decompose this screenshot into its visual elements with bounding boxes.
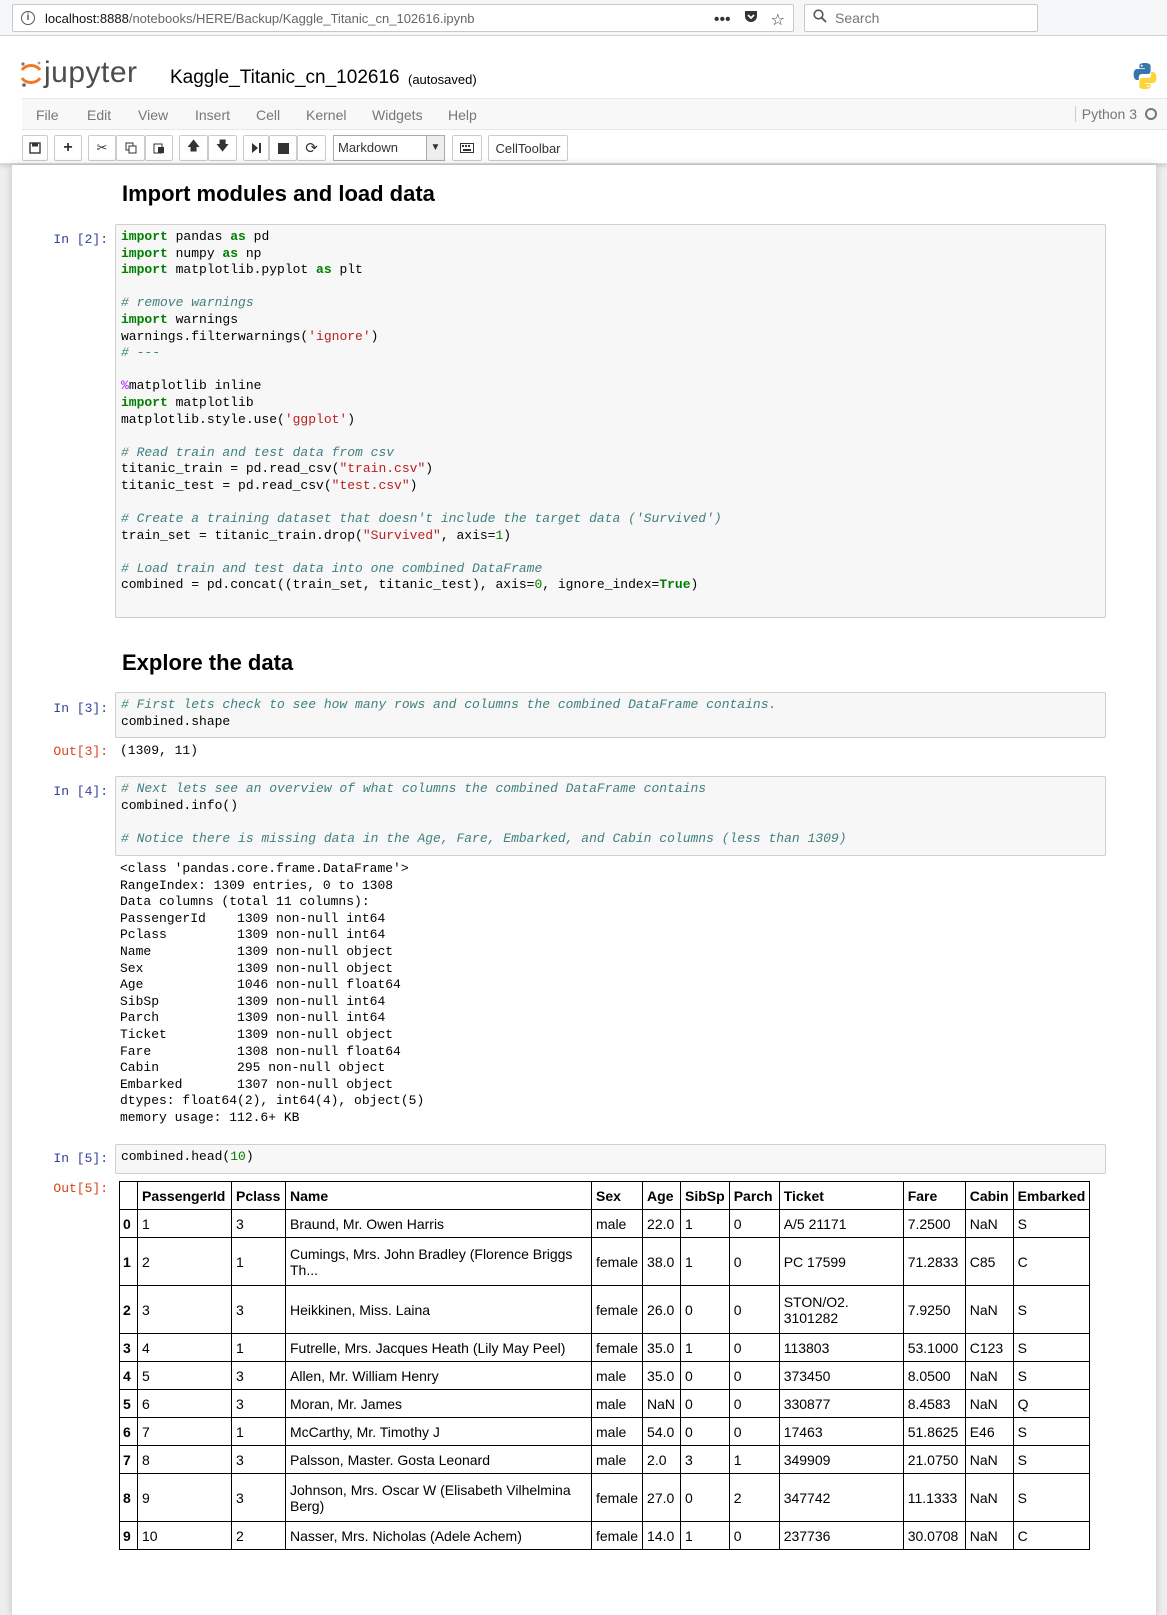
table-cell: 6 [138,1390,232,1418]
jupyter-logo-text: jupyter [44,56,138,89]
table-cell: 2 [232,1522,286,1550]
url-host: localhost:8888 [45,10,129,26]
row-index: 2 [120,1286,138,1334]
table-cell: NaN [965,1446,1013,1474]
table-cell: A/5 21171 [779,1210,903,1238]
table-cell: 373450 [779,1362,903,1390]
cell-type-select[interactable] [333,135,445,161]
column-header: Embarked [1013,1182,1090,1210]
table-row [120,1210,1090,1238]
index-header [120,1182,138,1210]
table-cell: male [592,1210,643,1238]
table-header-row [120,1182,1090,1210]
table-cell: 3 [232,1362,286,1390]
code-line: warnings.filterwarnings('ignore') [121,328,379,344]
code-line: combined.shape [121,713,231,729]
menu-help[interactable]: Help [448,107,477,123]
bookmark-star-icon[interactable]: ☆ [770,11,785,29]
row-index: 7 [120,1446,138,1474]
table-cell: S [1013,1286,1090,1334]
table-cell: female [592,1334,643,1362]
address-bar[interactable] [12,4,794,32]
column-header: SibSp [681,1182,730,1210]
pocket-icon[interactable] [743,9,759,30]
row-index: 1 [120,1238,138,1286]
table-cell: 1 [232,1238,286,1286]
jupyter-logo-icon [20,60,42,86]
table-cell: 0 [729,1418,779,1446]
row-index: 9 [120,1522,138,1550]
table-cell: Heikkinen, Miss. Laina [286,1286,592,1334]
table-cell: 30.0708 [903,1522,965,1550]
table-cell: Cumings, Mrs. John Bradley (Florence Briggs Th... [286,1238,592,1286]
code-comment: # Notice there is missing data in the Age, Fare, Embarked, and Cabin columns (less than 1309) [121,830,847,846]
table-cell: 71.2833 [903,1238,965,1286]
table-cell: 2 [729,1474,779,1522]
table-cell: 347742 [779,1474,903,1522]
column-header: Cabin [965,1182,1013,1210]
table-cell: 53.1000 [903,1334,965,1362]
row-index: 6 [120,1418,138,1446]
code-line: %matplotlib inline [121,378,262,394]
table-cell: 3 [232,1446,286,1474]
code-comment: # Next lets see an overview of what columns the combined DataFrame contains [121,781,707,796]
table-cell: NaN [965,1210,1013,1238]
table-cell: Palsson, Master. Gosta Leonard [286,1446,592,1474]
copy-icon [125,142,137,154]
table-cell: 8 [138,1446,232,1474]
table-cell: 1 [681,1522,730,1550]
info-icon[interactable]: i [21,11,35,25]
step-forward-icon [250,142,262,154]
scissors-icon: ✂ [96,140,108,155]
interrupt-kernel-button[interactable] [269,135,297,161]
table-cell: 1 [232,1334,286,1362]
browser-toolbar [0,0,1167,36]
row-index: 5 [120,1390,138,1418]
column-header: Parch [729,1182,779,1210]
menu-file[interactable]: File [36,107,59,123]
table-cell: female [592,1286,643,1334]
table-cell: 3 [232,1286,286,1334]
save-button[interactable] [22,135,48,161]
table-row [120,1238,1090,1286]
code-line: titanic_train = pd.read_csv("train.csv") [121,461,434,477]
table-cell: Braund, Mr. Owen Harris [286,1210,592,1238]
table-cell: NaN [965,1286,1013,1334]
output-prompt-5: Out[5]: [53,1181,108,1196]
table-cell: 27.0 [643,1474,681,1522]
table-cell: 8.4583 [903,1390,965,1418]
table-cell: 3 [681,1446,730,1474]
table-cell: C123 [965,1334,1013,1362]
python-logo-icon [1131,62,1159,90]
table-cell: male [592,1362,643,1390]
table-cell: 0 [681,1418,730,1446]
input-prompt-2: In [2]: [53,232,108,247]
code-line: import pandas as pd [121,229,270,244]
cell-type-value: Markdown [338,140,398,155]
table-cell: 17463 [779,1418,903,1446]
menu-kernel[interactable]: Kernel [306,107,347,123]
browser-search-input[interactable] [804,4,1038,32]
search-icon [813,9,827,27]
table-cell: 3 [138,1286,232,1334]
code-line: train_set = titanic_train.drop("Survived", axis=1) [121,527,512,543]
output-prompt-3: Out[3]: [53,744,108,759]
table-cell: NaN [965,1362,1013,1390]
column-header: Sex [592,1182,643,1210]
celltoolbar-button[interactable]: CellToolbar [488,135,568,161]
table-cell: 8.0500 [903,1362,965,1390]
code-comment: # First lets check to see how many rows and columns the combined DataFrame contains. [121,697,777,712]
kernel-indicator [1075,106,1157,122]
markdown-heading-explore[interactable]: Explore the data [122,650,294,675]
table-cell: Futrelle, Mrs. Jacques Heath (Lily May Peel) [286,1334,592,1362]
table-cell: 3 [232,1474,286,1522]
table-cell: S [1013,1418,1090,1446]
table-row [120,1474,1090,1522]
table-cell: Nasser, Mrs. Nicholas (Adele Achem) [286,1522,592,1550]
table-cell: C [1013,1522,1090,1550]
table-cell: Q [1013,1390,1090,1418]
table-cell: S [1013,1474,1090,1522]
arrow-up-icon: 🡅 [186,138,201,153]
command-palette-button[interactable] [452,135,482,161]
autosave-status: (autosaved) [408,72,477,87]
copy-button[interactable] [116,135,145,161]
notebook-container [12,165,1156,1615]
chevron-down-icon: ▼ [426,136,444,160]
code-line: # --- [121,345,161,361]
table-row [120,1446,1090,1474]
table-cell: 1 [138,1210,232,1238]
row-index: 8 [120,1474,138,1522]
table-cell: 113803 [779,1334,903,1362]
table-cell: female [592,1522,643,1550]
table-cell: 0 [681,1390,730,1418]
table-cell: 0 [681,1286,730,1334]
table-cell: 0 [681,1474,730,1522]
table-row [120,1522,1090,1550]
table-cell: 14.0 [643,1522,681,1550]
table-cell: C [1013,1238,1090,1286]
menu-widgets[interactable]: Widgets [372,107,423,123]
table-cell: 1 [681,1210,730,1238]
output-shape: (1309, 11) [120,743,199,758]
arrow-down-icon: 🡇 [215,138,230,153]
table-cell: McCarthy, Mr. Timothy J [286,1418,592,1446]
table-cell: 2 [138,1238,232,1286]
table-cell: NaN [965,1390,1013,1418]
table-cell: 9 [138,1474,232,1522]
table-cell: 5 [138,1362,232,1390]
table-cell: 38.0 [643,1238,681,1286]
table-cell: Moran, Mr. James [286,1390,592,1418]
stop-icon [278,143,289,154]
table-cell: E46 [965,1418,1013,1446]
table-cell: female [592,1474,643,1522]
code-line: # Read train and test data from csv [121,444,395,460]
column-header: PassengerId [138,1182,232,1210]
dataframe-table [119,1181,1090,1550]
run-cell-button[interactable] [243,135,269,161]
menu-edit[interactable]: Edit [87,107,112,123]
notebook-name[interactable]: Kaggle_Titanic_cn_102616 [170,67,400,88]
refresh-icon: ⟳ [305,140,318,157]
table-cell: Allen, Mr. William Henry [286,1362,592,1390]
move-down-button[interactable] [208,135,237,161]
code-line: import warnings [121,311,239,327]
jupyter-header [0,36,1167,164]
table-cell: 7 [138,1418,232,1446]
code-line: # Create a training dataset that doesn't include the target data ('Survived') [121,511,722,527]
code-line: combined.head(10) [121,1149,254,1164]
table-cell: S [1013,1446,1090,1474]
keyboard-icon [460,143,474,153]
menu-bar [22,98,1167,130]
table-cell: male [592,1446,643,1474]
column-header: Fare [903,1182,965,1210]
code-cell-4[interactable] [115,776,1106,856]
table-cell: NaN [965,1474,1013,1522]
paste-icon [153,142,165,154]
code-line: combined.info() [121,797,239,813]
code-line: # remove warnings [121,295,254,311]
table-row [120,1334,1090,1362]
table-row [120,1286,1090,1334]
table-cell: 21.0750 [903,1446,965,1474]
column-header: Pclass [232,1182,286,1210]
row-index: 4 [120,1362,138,1390]
table-cell: STON/O2. 3101282 [779,1286,903,1334]
url-path: /notebooks/HERE/Backup/Kaggle_Titanic_cn_102616.ipynb [128,10,475,26]
table-cell: 0 [681,1362,730,1390]
menu-insert[interactable]: Insert [195,107,231,123]
table-row [120,1362,1090,1390]
table-cell: 1 [232,1418,286,1446]
input-prompt-5: In [5]: [53,1151,108,1166]
table-cell: PC 17599 [779,1238,903,1286]
table-cell: 35.0 [643,1334,681,1362]
table-cell: 1 [681,1238,730,1286]
table-cell: 3 [232,1390,286,1418]
code-line: # Load train and test data into one combined DataFrame [121,560,543,576]
table-cell: 330877 [779,1390,903,1418]
table-cell: 7.2500 [903,1210,965,1238]
table-cell: 3 [232,1210,286,1238]
column-header: Ticket [779,1182,903,1210]
move-up-button[interactable] [179,135,208,161]
table-cell: S [1013,1210,1090,1238]
table-cell: 54.0 [643,1418,681,1446]
kernel-idle-icon [1145,108,1157,120]
menu-cell[interactable]: Cell [256,107,281,123]
table-cell: NaN [643,1390,681,1418]
table-cell: 4 [138,1334,232,1362]
table-cell: 0 [729,1286,779,1334]
table-cell: Johnson, Mrs. Oscar W (Elisabeth Vilhelmina Berg) [286,1474,592,1522]
code-line: import matplotlib [121,394,254,410]
table-cell: 0 [729,1238,779,1286]
table-cell: S [1013,1362,1090,1390]
table-cell: 11.1333 [903,1474,965,1522]
row-index: 0 [120,1210,138,1238]
table-cell: 237736 [779,1522,903,1550]
table-cell: 0 [729,1334,779,1362]
input-prompt-4: In [4]: [53,784,108,799]
code-cell-5[interactable] [115,1144,1106,1174]
column-header: Name [286,1182,592,1210]
code-line: titanic_test = pd.read_csv("test.csv") [121,477,418,493]
code-line: combined = pd.concat((train_set, titanic_test), axis=0, ignore_index=True) [121,577,699,593]
insert-cell-button[interactable] [54,135,82,161]
table-cell: S [1013,1334,1090,1362]
input-prompt-3: In [3]: [53,701,108,716]
output-info: <class 'pandas.core.frame.DataFrame'> RangeIndex: 1309 entries, 0 to 1308 Data columns (total 11 columns): PassengerId 1309 non-null int64 Pclass 1309 non-null int64 Name 1309 non-null object Sex 1309 non-null object Age 1046 non-null float64 SibSp 1309 non-null int64 Parch 1309 non-null int64 Ticket 1309 non-null object Fare 1308 non-null float64 Cabin 295 non-null object Embarked 1307 non-null object dtypes: float64(2), int64(4), object(5) memory usage: 112.6+ KB [120,861,425,1125]
table-cell: 26.0 [643,1286,681,1334]
table-cell: 0 [729,1522,779,1550]
table-cell: male [592,1390,643,1418]
table-row [120,1418,1090,1446]
plus-icon: + [63,139,73,156]
table-cell: 1 [729,1446,779,1474]
table-cell: C85 [965,1238,1013,1286]
table-cell: NaN [965,1522,1013,1550]
table-cell: 10 [138,1522,232,1550]
more-actions-icon[interactable]: ••• [713,10,731,28]
table-cell: 0 [729,1362,779,1390]
code-line: import numpy as np [121,245,262,261]
search-placeholder: Search [835,10,880,26]
table-cell: male [592,1418,643,1446]
code-cell-3[interactable] [115,692,1106,738]
kernel-name: Python 3 [1081,106,1137,122]
table-cell: 7.9250 [903,1286,965,1334]
jupyter-logo[interactable] [20,56,138,90]
code-cell-2[interactable] [115,224,1106,618]
row-index: 3 [120,1334,138,1362]
table-cell: female [592,1238,643,1286]
table-cell: 1 [681,1334,730,1362]
table-cell: 0 [729,1210,779,1238]
restart-kernel-button[interactable] [297,135,326,161]
save-icon [29,142,41,154]
paste-button[interactable] [145,135,173,161]
code-line: import matplotlib.pyplot as plt [121,262,363,278]
table-cell: 349909 [779,1446,903,1474]
cut-button[interactable] [88,135,116,161]
markdown-heading-import[interactable]: Import modules and load data [122,181,435,206]
table-cell: 2.0 [643,1446,681,1474]
column-header: Age [643,1182,681,1210]
table-row [120,1390,1090,1418]
table-cell: 51.8625 [903,1418,965,1446]
table-cell: 35.0 [643,1362,681,1390]
code-line: matplotlib.style.use('ggplot') [121,411,356,427]
menu-view[interactable]: View [138,107,169,123]
table-cell: 0 [729,1390,779,1418]
table-cell: 22.0 [643,1210,681,1238]
